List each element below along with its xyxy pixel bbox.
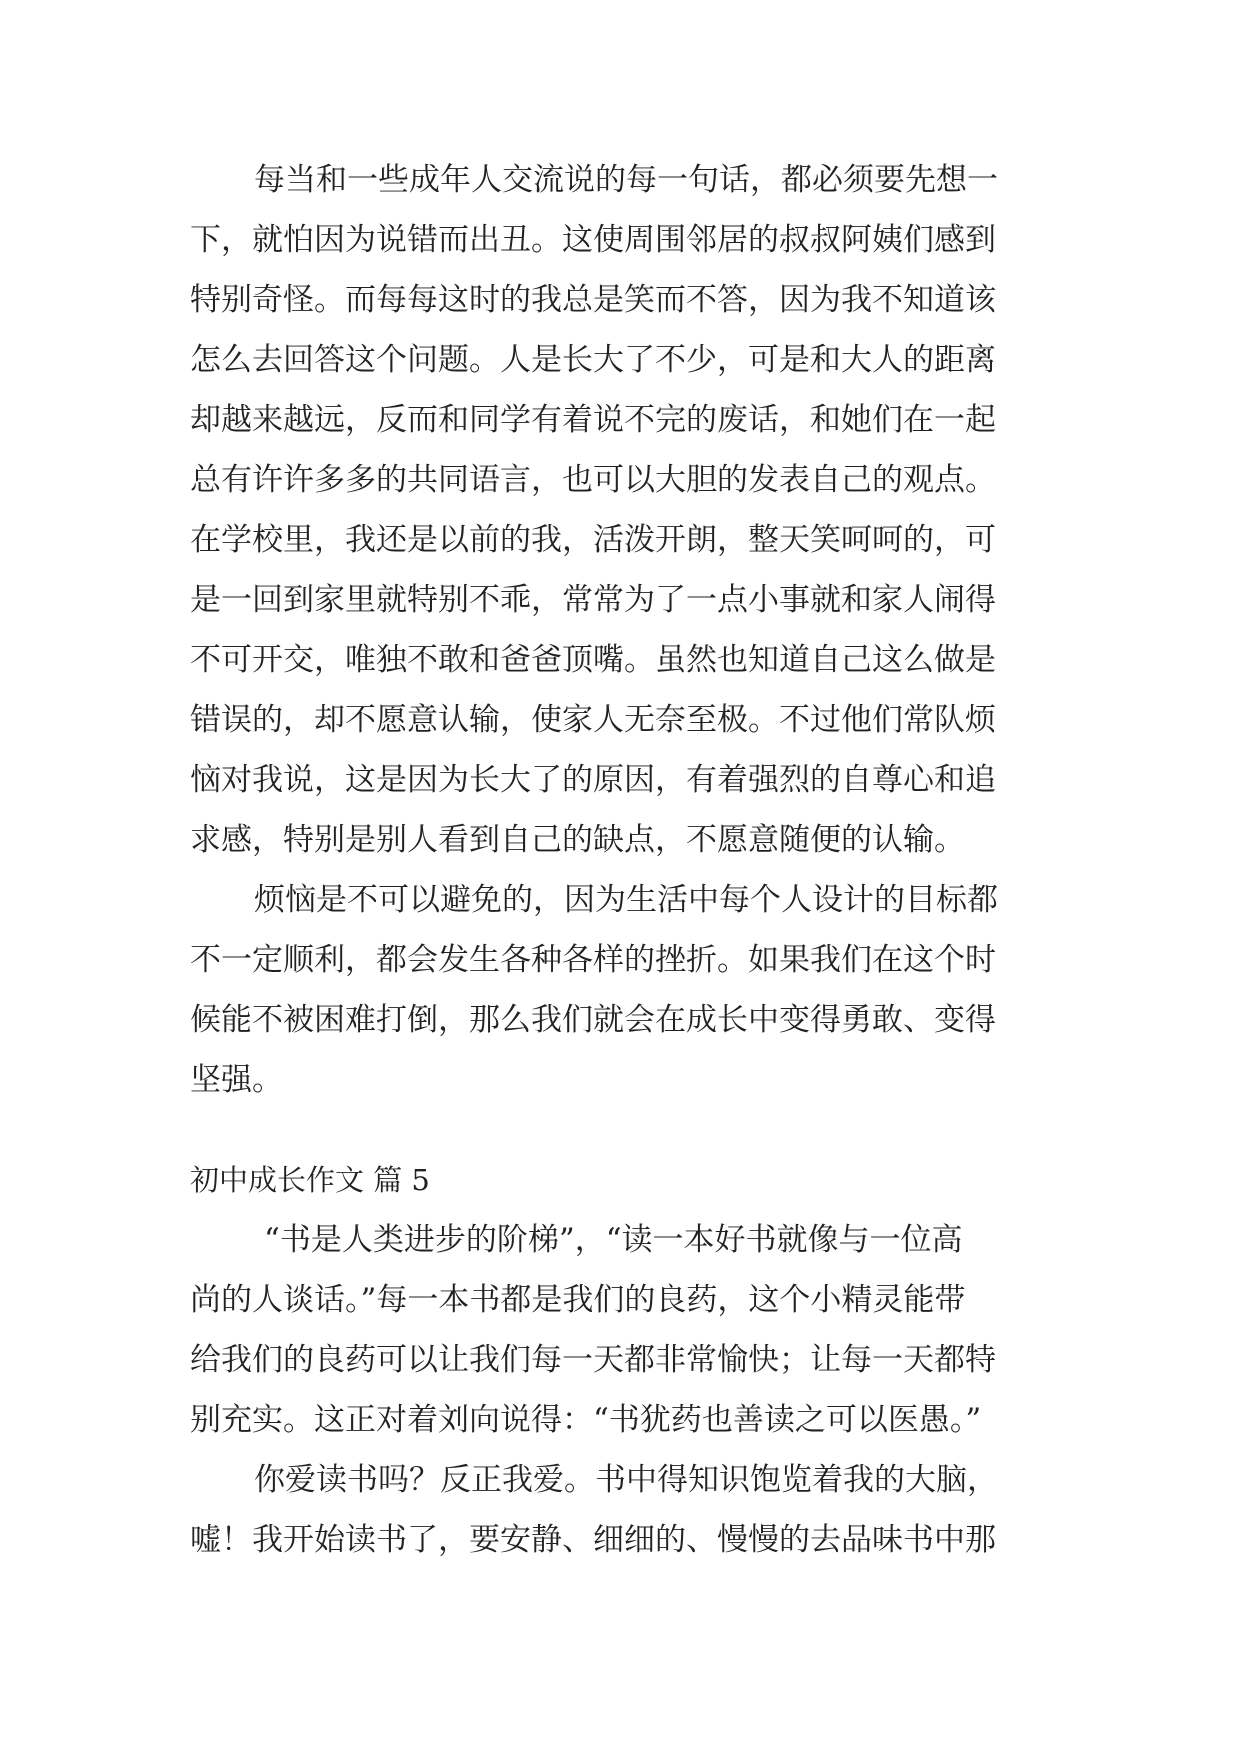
text-line: 下，就怕因为说错而出丑。这使周围邻居的叔叔阿姨们感到 bbox=[190, 222, 996, 258]
text-line: 特别奇怪。而每每这时的我总是笑而不答，因为我不知道该 bbox=[190, 282, 996, 318]
text-line: 却越来越远，反而和同学有着说不完的废话，和她们在一起 bbox=[190, 402, 996, 438]
text-line: 怎么去回答这个问题。人是长大了不少，可是和大人的距离 bbox=[190, 342, 996, 378]
text-line: 烦恼是不可以避免的，因为生活中每个人设计的目标都 bbox=[254, 882, 998, 918]
text-line: 错误的，却不愿意认输，使家人无奈至极。不过他们常队烦 bbox=[190, 702, 996, 738]
text-line: 在学校里，我还是以前的我，活泼开朗，整天笑呵呵的，可 bbox=[190, 522, 996, 558]
paragraph-1 bbox=[190, 150, 1050, 870]
paragraph-2 bbox=[190, 870, 1050, 1110]
text-line: “书是人类进步的阶梯”，“读一本好书就像与一位高 bbox=[264, 1222, 963, 1258]
text-line: 不可开交，唯独不敢和爸爸顶嘴。虽然也知道自己这么做是 bbox=[190, 642, 996, 678]
text-line: 尚的人谈话。”每一本书都是我们的良药，这个小精灵能带 bbox=[190, 1282, 966, 1318]
section-heading: 初中成长作文 篇 5 bbox=[190, 1163, 430, 1197]
text-line: 总有许许多多的共同语言，也可以大胆的发表自己的观点。 bbox=[190, 462, 996, 498]
section-heading-block bbox=[190, 1150, 1050, 1210]
section-paragraph-1 bbox=[190, 1210, 1050, 1450]
text-line: 不一定顺利，都会发生各种各样的挫折。如果我们在这个时 bbox=[190, 942, 996, 978]
text-line: 给我们的良药可以让我们每一天都非常愉快；让每一天都特 bbox=[190, 1342, 996, 1378]
text-line: 候能不被困难打倒，那么我们就会在成长中变得勇敢、变得 bbox=[190, 1002, 996, 1038]
section-paragraph-2 bbox=[190, 1450, 1050, 1570]
text-line: 别充实。这正对着刘向说得：“书犹药也善读之可以医愚。” bbox=[190, 1402, 982, 1438]
text-line: 坚强。 bbox=[190, 1062, 283, 1098]
text-line: 是一回到家里就特别不乖，常常为了一点小事就和家人闹得 bbox=[190, 582, 996, 618]
text-line: 每当和一些成年人交流说的每一句话，都必须要先想一 bbox=[254, 162, 998, 198]
text-line: 求感，特别是别人看到自己的缺点，不愿意随便的认输。 bbox=[190, 822, 965, 858]
text-line: 恼对我说，这是因为长大了的原因，有着强烈的自尊心和追 bbox=[190, 762, 996, 798]
text-line: 嘘！我开始读书了，要安静、细细的、慢慢的去品味书中那 bbox=[190, 1522, 996, 1558]
text-line: 你爱读书吗？反正我爱。书中得知识饱览着我的大脑， bbox=[254, 1462, 998, 1498]
